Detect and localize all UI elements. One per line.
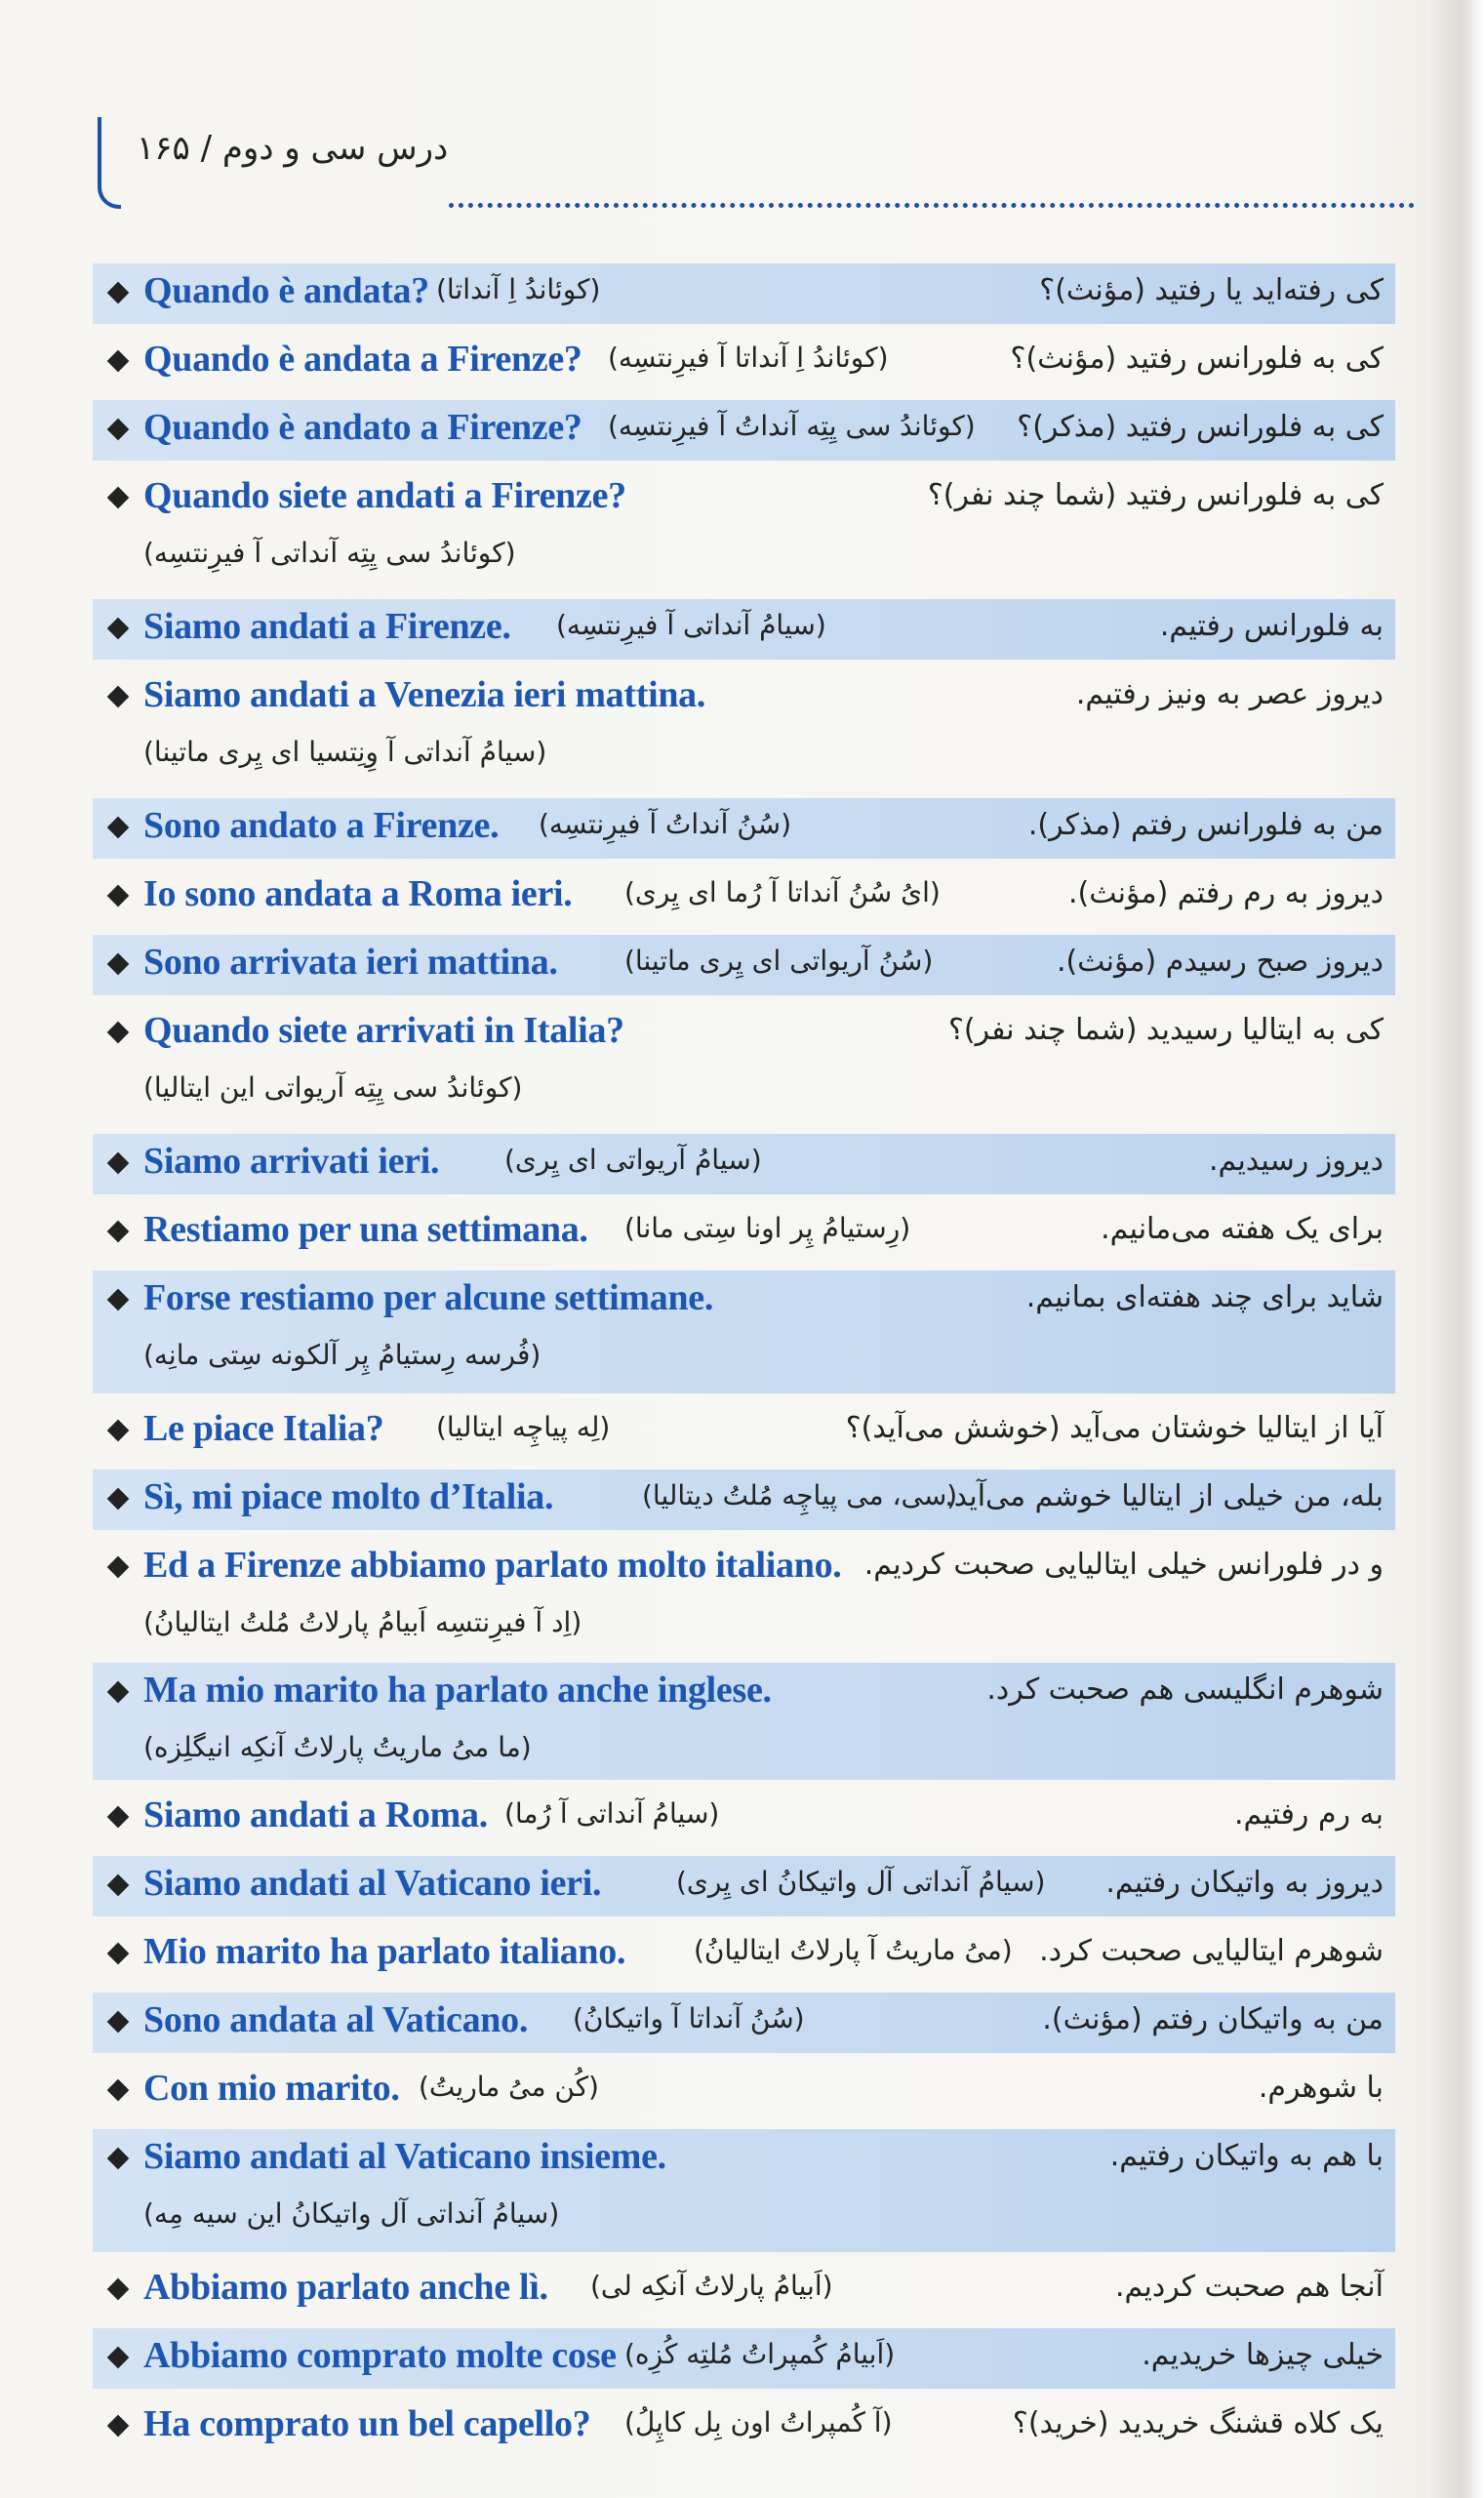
- phrase-row: [93, 1788, 1395, 1848]
- diamond-bullet-icon: [107, 953, 130, 976]
- italian-phrase: Sono andata al Vaticano.: [143, 1999, 529, 2040]
- pronunciation: (سیامُ آنداتی آ رُما): [504, 1797, 720, 1830]
- italian-phrase: Sì, mi piace molto d’Italia.: [143, 1476, 554, 1517]
- header-title: درس سی و دوم / ۱۶۵: [137, 129, 449, 168]
- pronunciation: (سیامُ آنداتی آل واتیکانُ این سیه مِه): [143, 2197, 560, 2230]
- persian-translation: من به فلورانس رفتم (مذکر).: [1027, 808, 1384, 842]
- italian-phrase: Abbiamo parlato anche lì.: [143, 2267, 548, 2308]
- italian-phrase: Io sono andata a Roma ieri.: [143, 873, 573, 914]
- diamond-bullet-icon: [107, 1022, 130, 1044]
- diamond-bullet-icon: [107, 1289, 130, 1311]
- italian-phrase: Restiamo per una settimana.: [143, 1209, 588, 1250]
- persian-translation: خیلی چیزها خریدیم.: [1142, 2338, 1384, 2372]
- persian-translation: دیروز عصر به ونیز رفتیم.: [1075, 677, 1384, 711]
- italian-phrase: Forse restiamo per alcune settimane.: [143, 1277, 714, 1318]
- persian-translation: دیروز صبح رسیدم (مؤنث).: [1056, 945, 1384, 979]
- phrase-row: [93, 1993, 1395, 2053]
- phrase-row: [93, 1134, 1395, 1194]
- phrase-row: [93, 2129, 1395, 2252]
- header-dotted-rule: [449, 203, 1415, 208]
- pronunciation: (لِه پیاچِه ایتالیا): [436, 1411, 611, 1443]
- phrase-row: [93, 1856, 1395, 1916]
- pronunciation: (ما میُ ماریتُ پارلاتُ آنکِه انیگلِزه): [143, 1731, 532, 1763]
- phrase-row: [93, 1924, 1395, 1985]
- pronunciation: (ایُ سُنُ آنداتا آ رُما ای یِری): [624, 876, 941, 908]
- pronunciation: (فُرسه رِستیامُ پِر آلکونه سِتی مانِه): [143, 1339, 541, 1371]
- phrase-row: [93, 2397, 1395, 2457]
- pronunciation: (سیامُ آنداتی آل واتیکانُ ای یِری): [676, 1866, 1046, 1898]
- italian-phrase: Quando siete andati a Firenze?: [143, 475, 626, 516]
- diamond-bullet-icon: [107, 487, 130, 509]
- italian-phrase: Quando è andata?: [143, 270, 429, 311]
- diamond-bullet-icon: [107, 1806, 130, 1829]
- italian-phrase: Siamo andati a Venezia ieri mattina.: [143, 674, 706, 715]
- phrase-row: [93, 798, 1395, 859]
- diamond-bullet-icon: [107, 1420, 130, 1442]
- italian-phrase: Siamo arrivati ieri.: [143, 1141, 440, 1182]
- italian-phrase: Con mio marito.: [143, 2068, 400, 2109]
- diamond-bullet-icon: [107, 1488, 130, 1511]
- phrase-row: [93, 1003, 1395, 1126]
- phrase-row: [93, 599, 1395, 660]
- italian-phrase: Sono arrivata ieri mattina.: [143, 942, 558, 983]
- diamond-bullet-icon: [107, 1152, 130, 1175]
- diamond-bullet-icon: [107, 2415, 130, 2438]
- italian-phrase: Siamo andati a Firenze.: [143, 606, 511, 647]
- diamond-bullet-icon: [107, 1943, 130, 1965]
- pronunciation: (اِد آ فیرِنتسِه اَبیامُ پارلاتُ مُلتُ ایتالیانُ): [143, 1606, 582, 1638]
- pronunciation: (کوئاندُ سی یِتِه آنداتُ آ فیرِنتسِه): [608, 410, 976, 442]
- persian-translation: کی به ایتالیا رسیدید (شما چند نفر)؟: [947, 1013, 1384, 1047]
- persian-translation: آنجا هم صحبت کردیم.: [1115, 2270, 1384, 2304]
- italian-phrase: Sono andato a Firenze.: [143, 805, 500, 846]
- pronunciation: (سی، می پیاچِه مُلتُ دیتالیا): [642, 1479, 958, 1511]
- diamond-bullet-icon: [107, 885, 130, 907]
- phrase-row: [93, 2328, 1395, 2389]
- pronunciation: (سیامُ آنداتی آ فیرِنتسِه): [556, 609, 826, 641]
- diamond-bullet-icon: [107, 419, 130, 441]
- italian-phrase: Ha comprato un bel capello?: [143, 2403, 591, 2444]
- phrase-row: [93, 263, 1395, 324]
- persian-translation: دیروز به رم رفتم (مؤنث).: [1067, 876, 1384, 910]
- pronunciation: (اَبیامُ پارلاتُ آنکِه لی): [590, 2270, 833, 2302]
- page-spine-shadow: [1425, 0, 1484, 2498]
- diamond-bullet-icon: [107, 2148, 130, 2170]
- pronunciation: (سیامُ آریواتی ای یِری): [504, 1144, 762, 1176]
- diamond-bullet-icon: [107, 618, 130, 640]
- persian-translation: کی به فلورانس رفتید (مؤنث)؟: [1010, 342, 1384, 376]
- italian-phrase: Ma mio marito ha parlato anche inglese.: [143, 1670, 772, 1711]
- pronunciation: (سیامُ آنداتی آ وِنِتسیا ای یِری ماتینا): [143, 736, 547, 768]
- persian-translation: دیروز رسیدیم.: [1208, 1144, 1384, 1178]
- persian-translation: بله، من خیلی از ایتالیا خوشم می‌آید.: [944, 1479, 1384, 1513]
- persian-translation: و در فلورانس خیلی ایتالیایی صحبت کردیم.: [863, 1548, 1384, 1582]
- phrase-row: [93, 400, 1395, 461]
- persian-translation: من به واتیکان رفتم (مؤنث).: [1042, 2002, 1384, 2036]
- pronunciation: (کوئاندُ اِ آنداتا آ فیرِنتسِه): [608, 342, 889, 374]
- italian-phrase: Quando è andata a Firenze?: [143, 339, 582, 380]
- italian-phrase: Quando è andato a Firenze?: [143, 407, 582, 448]
- italian-phrase: Ed a Firenze abbiamo parlato molto italiano.: [143, 1545, 842, 1586]
- diamond-bullet-icon: [107, 350, 130, 373]
- italian-phrase: Siamo andati a Roma.: [143, 1794, 488, 1835]
- phrase-row: [93, 1270, 1395, 1393]
- diamond-bullet-icon: [107, 2011, 130, 2034]
- phrase-row: [93, 1538, 1395, 1655]
- italian-phrase: Quando siete arrivati in Italia?: [143, 1010, 624, 1051]
- italian-phrase: Mio marito ha parlato italiano.: [143, 1931, 626, 1972]
- diamond-bullet-icon: [107, 1681, 130, 1704]
- pronunciation: (سُنُ آنداتا آ واتیکانُ): [573, 2002, 805, 2035]
- diamond-bullet-icon: [107, 686, 130, 708]
- pronunciation: (سُنُ آریواتی ای یِری ماتینا): [624, 945, 934, 977]
- italian-phrase: Abbiamo comprato molte cose: [143, 2335, 617, 2376]
- pronunciation: (رِستیامُ پِر اونا سِتی مانا): [624, 1212, 911, 1244]
- diamond-bullet-icon: [107, 2278, 130, 2301]
- phrase-row: [93, 866, 1395, 927]
- phrase-row: [93, 1401, 1395, 1462]
- phrase-row: [93, 1470, 1395, 1530]
- diamond-bullet-icon: [107, 817, 130, 839]
- persian-translation: به رم رفتیم.: [1233, 1797, 1384, 1832]
- persian-translation: شاید برای چند هفته‌ای بمانیم.: [1025, 1280, 1384, 1314]
- page-header: [98, 117, 1395, 215]
- persian-translation: به فلورانس رفتیم.: [1159, 609, 1384, 643]
- pronunciation: (کوئاندُ سی یِتِه آریواتی این ایتالیا): [143, 1071, 523, 1104]
- persian-translation: کی به فلورانس رفتید (شما چند نفر)؟: [927, 478, 1384, 512]
- diamond-bullet-icon: [107, 1874, 130, 1897]
- pronunciation: (کوئاندُ اِ آنداتا): [436, 273, 601, 305]
- persian-translation: آیا از ایتالیا خوشتان می‌آید (خوشش می‌آید)؟: [845, 1411, 1384, 1445]
- phrase-row: [93, 1663, 1395, 1780]
- persian-translation: کی رفته‌اید یا رفتید (مؤنث)؟: [1039, 273, 1384, 307]
- phrase-row: [93, 332, 1395, 392]
- italian-phrase: Le piace Italia?: [143, 1408, 384, 1449]
- pronunciation: (سُنُ آنداتُ آ فیرِنتسِه): [539, 808, 792, 840]
- diamond-bullet-icon: [107, 2347, 130, 2369]
- persian-translation: شوهرم انگلیسی هم صحبت کرد.: [986, 1672, 1384, 1707]
- persian-translation: با شوهرم.: [1258, 2071, 1384, 2105]
- phrase-row: [93, 2260, 1395, 2320]
- italian-phrase: Siamo andati al Vaticano ieri.: [143, 1863, 602, 1904]
- pronunciation: (اَبیامُ کُمپراتُ مُلتِه کُزِه): [624, 2338, 896, 2370]
- phrase-row: [93, 2061, 1395, 2121]
- italian-phrase: Siamo andati al Vaticano insieme.: [143, 2136, 666, 2177]
- phrase-row: [93, 1202, 1395, 1263]
- persian-translation: با هم به واتیکان رفتیم.: [1109, 2139, 1384, 2173]
- diamond-bullet-icon: [107, 282, 130, 304]
- pronunciation: (میُ ماریتُ آ پارلاتُ ایتالیانُ): [694, 1934, 1013, 1966]
- diamond-bullet-icon: [107, 1221, 130, 1243]
- phrase-row: [93, 667, 1395, 790]
- persian-translation: برای یک هفته می‌مانیم.: [1101, 1212, 1384, 1246]
- pronunciation: (آ کُمپراتُ اون بِل کاپِلُ): [624, 2406, 893, 2438]
- pronunciation: (کوئاندُ سی یِتِه آنداتی آ فیرِنتسِه): [143, 537, 516, 569]
- phrase-row: [93, 935, 1395, 995]
- diamond-bullet-icon: [107, 2079, 130, 2102]
- persian-translation: دیروز به واتیکان رفتیم.: [1105, 1866, 1384, 1900]
- diamond-bullet-icon: [107, 1556, 130, 1579]
- persian-translation: یک کلاه قشنگ خریدید (خرید)؟: [1012, 2406, 1384, 2440]
- persian-translation: کی به فلورانس رفتید (مذکر)؟: [1017, 410, 1384, 444]
- persian-translation: شوهرم ایتالیایی صحبت کرد.: [1039, 1934, 1384, 1968]
- pronunciation: (کُن میُ ماریتُ): [419, 2071, 599, 2103]
- header-bracket: [98, 117, 121, 209]
- phrase-row: [93, 468, 1395, 591]
